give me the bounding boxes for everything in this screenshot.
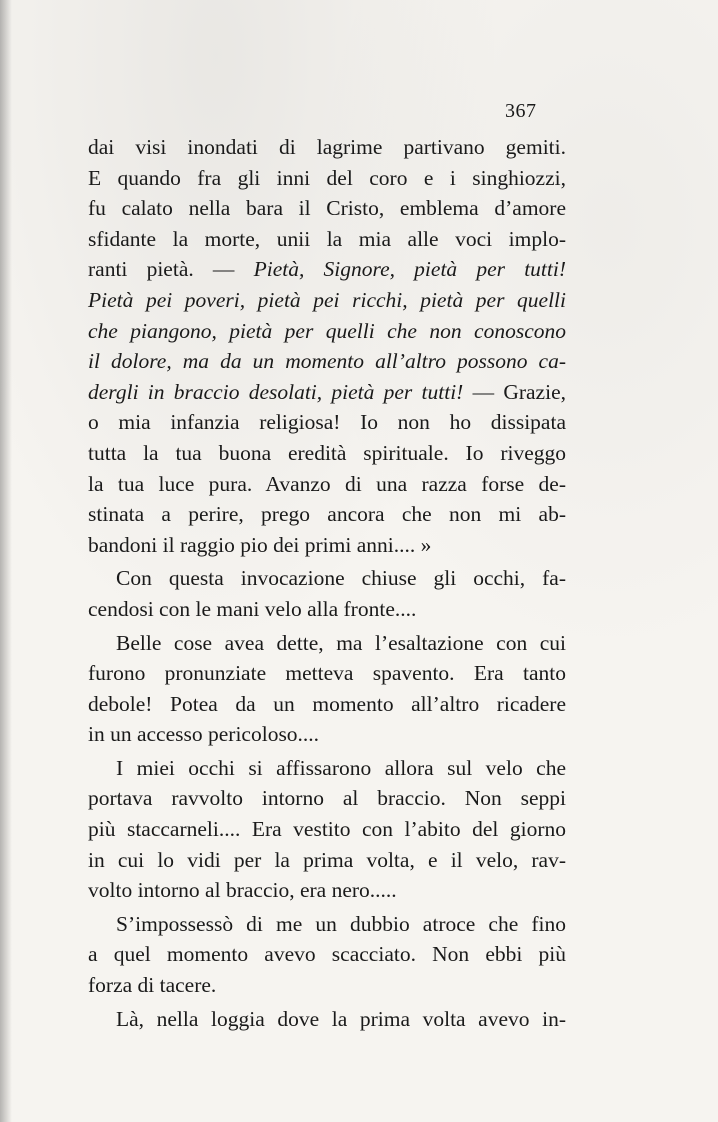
text-line: forza di tacere. xyxy=(88,973,217,998)
text-line: in un accesso pericoloso.... xyxy=(88,722,320,747)
text-line: fu calato nella bara il Cristo, emblema d’amore xyxy=(88,196,566,221)
page-number: 367 xyxy=(505,100,537,122)
text-line: S’impossessò di me un dubbio atroce che fino xyxy=(116,911,566,936)
text-line: bandoni il raggio pio dei primi anni.... » xyxy=(88,532,432,557)
text-line: Là, nella loggia dove la prima volta avevo in- xyxy=(116,1006,566,1031)
text-line: dergli in braccio desolati, pietà per tutti! — Grazie, xyxy=(88,379,566,404)
page-edge-shadow xyxy=(0,0,12,1122)
text-line: cendosi con le mani velo alla fronte.... xyxy=(88,596,417,621)
text-line: dai visi inondati di lagrime partivano gemiti. xyxy=(88,135,566,159)
text-line: sfidante la morte, unii la mia alle voci implo- xyxy=(88,226,566,251)
text-line: o mia infanzia religiosa! Io non ho dissipata xyxy=(88,410,566,435)
body-text xyxy=(88,132,566,1034)
text-line: che piangono, pietà per quelli che non conoscono xyxy=(88,318,566,343)
text-line: debole! Potea da un momento all’altro ricadere xyxy=(88,691,566,716)
text-line: E quando fra gli inni del coro e i singhiozzi, xyxy=(88,165,566,190)
text-line: Belle cose avea dette, ma l’esaltazione con cui xyxy=(116,630,566,655)
text-line: I miei occhi si affissarono allora sul velo che xyxy=(116,755,566,780)
text-line: Con questa invocazione chiuse gli occhi, fa- xyxy=(116,566,566,591)
text-line: tutta la tua buona eredità spirituale. Io riveggo xyxy=(88,440,566,465)
text-line: il dolore, ma da un momento all’altro possono ca- xyxy=(88,349,566,374)
text-line: la tua luce pura. Avanzo di una razza forse de- xyxy=(88,471,566,496)
text-line: Pietà pei poveri, pietà pei ricchi, pietà per quelli xyxy=(88,287,566,312)
text-line: portava ravvolto intorno al braccio. Non seppi xyxy=(88,786,566,811)
text-line: stinata a perire, prego ancora che non mi ab- xyxy=(88,502,566,527)
text-line: ranti pietà. — Pietà, Signore, pietà per tutti! xyxy=(88,257,566,282)
text-line: furono pronunziate metteva spavento. Era tanto xyxy=(88,661,566,686)
text-line: a quel momento avevo scacciato. Non ebbi più xyxy=(88,942,566,967)
text-line: più staccarneli.... Era vestito con l’abito del giorno xyxy=(88,817,566,842)
text-line: volto intorno al braccio, era nero..... xyxy=(88,878,397,903)
text-line: in cui lo vidi per la prima volta, e il velo, rav- xyxy=(88,847,566,872)
